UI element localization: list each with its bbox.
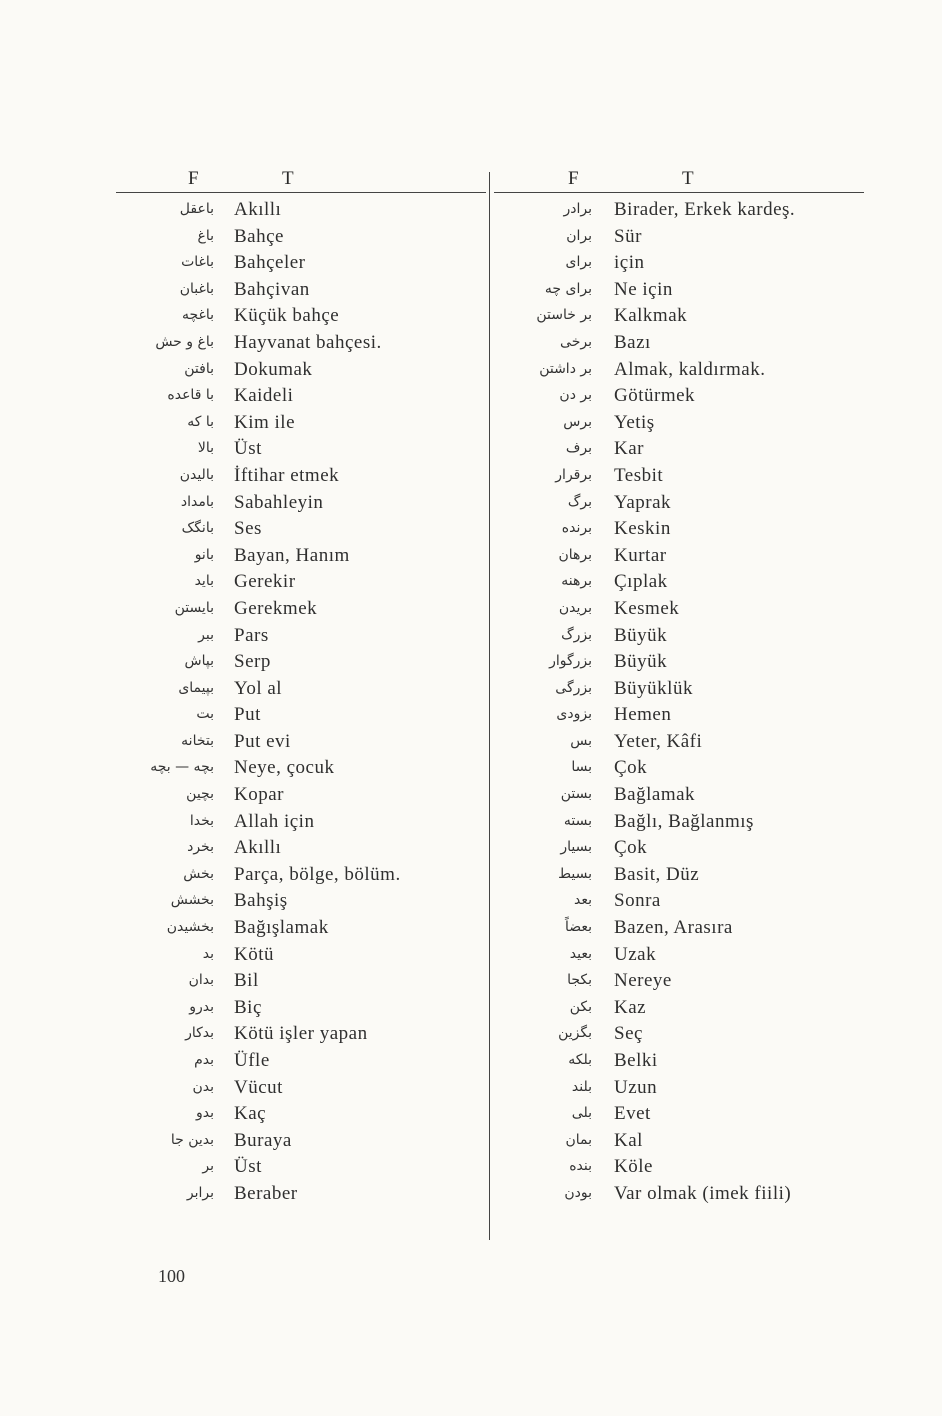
header-rule (494, 192, 864, 193)
persian-word: بلی (571, 1105, 592, 1122)
header-t: T (282, 168, 294, 189)
turkish-meaning: Hayvanat bahçesi. (234, 331, 382, 353)
dictionary-entry (494, 757, 864, 784)
dictionary-entry (494, 1077, 864, 1104)
persian-word: برقرار (555, 466, 592, 483)
persian-word: بالا (197, 440, 214, 457)
dictionary-entry (116, 864, 486, 891)
dictionary-entry (116, 252, 486, 279)
right-entries (494, 199, 864, 1210)
dictionary-entry (494, 651, 864, 678)
turkish-meaning: Yol al (234, 677, 283, 699)
turkish-meaning: Yeter, Kâfi (614, 730, 703, 752)
dictionary-entry (494, 385, 864, 412)
turkish-meaning: Neye, çocuk (234, 757, 335, 779)
turkish-meaning: Büyüklük (614, 677, 693, 699)
dictionary-entry (494, 305, 864, 332)
dictionary-entry (494, 332, 864, 359)
persian-word: بمان (565, 1131, 592, 1148)
turkish-meaning: Kar (614, 438, 644, 460)
persian-word: برابر (186, 1184, 214, 1201)
persian-word: بس (570, 732, 592, 749)
turkish-meaning: Bahşiş (234, 890, 288, 912)
persian-word: با قاعده (167, 387, 214, 404)
turkish-meaning: Yaprak (614, 491, 672, 513)
dictionary-entry (116, 438, 486, 465)
dictionary-entry (494, 1050, 864, 1077)
dictionary-entry (494, 1103, 864, 1130)
dictionary-entry (116, 678, 486, 705)
persian-word: بخش (183, 865, 214, 882)
persian-word: بانگک (181, 520, 214, 537)
dictionary-entry (494, 252, 864, 279)
turkish-meaning: Kaideli (234, 385, 294, 407)
persian-word: بستن (560, 786, 592, 803)
header-t: T (682, 168, 694, 189)
persian-word: بر داشتن (539, 360, 592, 377)
turkish-meaning: Gerekmek (234, 597, 318, 619)
persian-word: بر خاستن (536, 307, 592, 324)
turkish-meaning: Bahçivan (234, 278, 310, 300)
turkish-meaning: Bazen, Arasıra (614, 917, 733, 939)
persian-word: بزرگ (561, 626, 592, 643)
dictionary-entry (494, 545, 864, 572)
left-entries (116, 199, 486, 1210)
dictionary-entry (494, 279, 864, 306)
dictionary-entry (116, 1183, 486, 1210)
persian-word: بعد (574, 892, 592, 909)
persian-word: باغات (181, 254, 214, 271)
turkish-meaning: Bazı (614, 331, 651, 353)
persian-word: بر دن (559, 387, 592, 404)
dictionary-entry (494, 811, 864, 838)
dictionary-entry (116, 412, 486, 439)
persian-word: بعید (569, 945, 592, 962)
turkish-meaning: Birader, Erkek kardeş. (614, 199, 796, 220)
persian-word: برای (565, 254, 592, 271)
turkish-meaning: Biç (234, 996, 262, 1018)
turkish-meaning: Kim ile (234, 411, 296, 433)
dictionary-entry (116, 917, 486, 944)
turkish-meaning: Basit, Düz (614, 863, 700, 885)
persian-word: بلند (571, 1078, 592, 1095)
turkish-meaning: Beraber (234, 1182, 298, 1204)
turkish-meaning: Çok (614, 757, 648, 779)
persian-word: بایستن (174, 599, 214, 616)
persian-word: بلکه (568, 1052, 592, 1068)
dictionary-entry (116, 359, 486, 386)
turkish-meaning: Tesbit (614, 464, 664, 486)
turkish-meaning: Köle (614, 1156, 653, 1178)
dictionary-entry (116, 811, 486, 838)
turkish-meaning: Hemen (614, 704, 672, 726)
column-divider (489, 172, 490, 1240)
persian-word: بزرگی (555, 679, 592, 696)
dictionary-entry (494, 917, 864, 944)
dictionary-entry (494, 465, 864, 492)
dictionary-entry (116, 837, 486, 864)
persian-word: با که (187, 413, 214, 430)
persian-word: باغ و حش (155, 333, 214, 350)
turkish-meaning: Serp (234, 651, 271, 673)
turkish-meaning: Kurtar (614, 544, 667, 566)
turkish-meaning: Çok (614, 837, 648, 859)
column-header (494, 164, 864, 192)
dictionary-entry (494, 970, 864, 997)
turkish-meaning: Büyük (614, 624, 668, 646)
turkish-meaning: Buraya (234, 1129, 292, 1151)
persian-word: بپاش (184, 653, 214, 670)
header-rule (116, 192, 486, 193)
turkish-meaning: Keskin (614, 518, 671, 540)
dictionary-entry (494, 864, 864, 891)
turkish-meaning: İftihar etmek (234, 464, 340, 486)
dictionary-entry (494, 890, 864, 917)
persian-word: بد (202, 945, 214, 962)
persian-word: بکن (569, 998, 592, 1015)
turkish-meaning: Sabahleyin (234, 491, 324, 513)
persian-word: برهنه (561, 573, 592, 590)
persian-word: بدن (192, 1078, 214, 1095)
persian-word: بر (202, 1158, 214, 1175)
persian-word: بپیمای (178, 679, 214, 696)
persian-word: بدان (188, 972, 214, 989)
turkish-meaning: Kopar (234, 784, 284, 806)
persian-word: بت (196, 706, 214, 723)
turkish-meaning: Kal (614, 1129, 643, 1151)
turkish-meaning: Akıllı (234, 837, 282, 859)
persian-word: بکجا (567, 972, 592, 989)
left-column (116, 164, 486, 1210)
turkish-meaning: Küçük bahçe (234, 305, 340, 327)
dictionary-entry (116, 1130, 486, 1157)
persian-word: برادر (563, 201, 592, 217)
turkish-meaning: Belki (614, 1050, 658, 1071)
turkish-meaning: Kötü işler yapan (234, 1023, 368, 1045)
persian-word: بودن (564, 1184, 592, 1201)
header-f: F (188, 168, 199, 189)
turkish-meaning: Kalkmak (614, 305, 688, 327)
dictionary-entry (116, 757, 486, 784)
persian-word: باغ (197, 227, 214, 244)
dictionary-entry (494, 678, 864, 705)
persian-word: برای چه (544, 280, 592, 297)
persian-word: بگزین (558, 1025, 592, 1042)
persian-word: بافتن (184, 360, 214, 377)
persian-word: بنده (569, 1158, 592, 1175)
persian-word: برگ (567, 493, 592, 510)
dictionary-entry (494, 1156, 864, 1183)
dictionary-entry (116, 226, 486, 253)
persian-word: باید (194, 573, 214, 590)
persian-word: بالیدن (179, 466, 214, 483)
dictionary-entry (116, 731, 486, 758)
persian-word: بانو (194, 546, 214, 563)
dictionary-entry (494, 731, 864, 758)
persian-word: بسا (571, 759, 592, 776)
turkish-meaning: Üfle (234, 1050, 270, 1071)
dictionary-entry (116, 890, 486, 917)
turkish-meaning: Kaz (614, 996, 647, 1018)
persian-word: باعقل (179, 201, 214, 217)
dictionary-entry (116, 305, 486, 332)
header-f: F (568, 168, 579, 189)
dictionary-entry (116, 518, 486, 545)
turkish-meaning: için (614, 252, 645, 274)
turkish-meaning: Büyük (614, 651, 668, 673)
turkish-meaning: Put (234, 704, 261, 726)
turkish-meaning: Üst (234, 438, 262, 460)
turkish-meaning: Kaç (234, 1103, 267, 1125)
turkish-meaning: Uzun (614, 1076, 658, 1098)
persian-word: بچین (186, 786, 214, 803)
dictionary-entry (116, 1050, 486, 1077)
persian-word: برخی (560, 333, 592, 350)
persian-word: بخشش (170, 892, 214, 909)
dictionary-entry (116, 1077, 486, 1104)
persian-word: بخدا (189, 812, 214, 829)
dictionary-entry (116, 970, 486, 997)
dictionary-entry (116, 465, 486, 492)
dictionary-entry (116, 651, 486, 678)
dictionary-entry (494, 837, 864, 864)
dictionary-entry (494, 518, 864, 545)
turkish-meaning: Yetiş (614, 411, 655, 433)
persian-word: بدین جا (170, 1131, 214, 1148)
turkish-meaning: Put evi (234, 730, 291, 752)
turkish-meaning: Gerekir (234, 571, 296, 593)
persian-word: برس (563, 413, 592, 430)
dictionary-entry (494, 704, 864, 731)
dictionary-entry (494, 598, 864, 625)
persian-word: بخشیدن (166, 919, 214, 936)
turkish-meaning: Almak, kaldırmak. (614, 358, 766, 380)
dictionary-entry (494, 625, 864, 652)
dictionary-entry (116, 598, 486, 625)
turkish-meaning: Seç (614, 1023, 643, 1045)
dictionary-entry (494, 438, 864, 465)
persian-word: بسیار (560, 839, 592, 856)
turkish-meaning: Bahçe (234, 225, 284, 247)
turkish-meaning: Pars (234, 624, 269, 646)
persian-word: بسیط (558, 865, 592, 882)
persian-word: باغبان (179, 280, 214, 297)
turkish-meaning: Sonra (614, 890, 661, 912)
persian-word: بعضاً (564, 919, 592, 936)
turkish-meaning: Çıplak (614, 571, 668, 593)
turkish-meaning: Akıllı (234, 199, 282, 220)
dictionary-entry (116, 492, 486, 519)
dictionary-entry (494, 1023, 864, 1050)
turkish-meaning: Kötü (234, 943, 274, 965)
turkish-meaning: Sür (614, 225, 642, 247)
turkish-meaning: Ne için (614, 278, 673, 300)
turkish-meaning: Uzak (614, 943, 657, 965)
turkish-meaning: Bağlamak (614, 784, 696, 806)
column-header (116, 164, 486, 192)
persian-word: بدم (194, 1052, 214, 1068)
turkish-meaning: Bayan, Hanım (234, 544, 350, 566)
persian-word: برنده (561, 520, 592, 537)
persian-word: برف (565, 440, 592, 457)
turkish-meaning: Bahçeler (234, 252, 306, 274)
persian-word: بدکار (185, 1025, 214, 1042)
turkish-meaning: Parça, bölge, bölüm. (234, 863, 401, 885)
persian-word: باغچه (181, 307, 214, 324)
dictionary-entry (494, 226, 864, 253)
persian-word: بتخانه (181, 732, 214, 749)
persian-word: بران (566, 227, 592, 244)
turkish-meaning: Evet (614, 1103, 651, 1125)
turkish-meaning: Bağlı, Bağlanmış (614, 810, 754, 832)
turkish-meaning: Bil (234, 970, 259, 992)
persian-word: بدرو (189, 998, 214, 1015)
dictionary-entry (494, 784, 864, 811)
dictionary-entry (116, 1023, 486, 1050)
turkish-meaning: Götürmek (614, 385, 696, 407)
dictionary-entry (116, 944, 486, 971)
persian-word: بدو (195, 1105, 214, 1122)
turkish-meaning: Nereye (614, 970, 672, 992)
dictionary-entry (116, 545, 486, 572)
dictionary-entry (494, 199, 864, 226)
turkish-meaning: Dokumak (234, 358, 313, 380)
dictionary-entry (494, 412, 864, 439)
persian-word: ببر (198, 626, 214, 643)
dictionary-entry (116, 1103, 486, 1130)
dictionary-entry (116, 997, 486, 1024)
persian-word: بریدن (558, 599, 592, 616)
dictionary-entry (116, 279, 486, 306)
dictionary-entry (116, 1156, 486, 1183)
turkish-meaning: Var olmak (imek fiili) (614, 1182, 792, 1204)
persian-word: برهان (558, 546, 592, 563)
dictionary-entry (494, 492, 864, 519)
dictionary-entry (116, 784, 486, 811)
turkish-meaning: Vücut (234, 1076, 283, 1098)
page-number: 100 (158, 1266, 185, 1286)
turkish-meaning: Üst (234, 1156, 262, 1178)
dictionary-entry (494, 1130, 864, 1157)
dictionary-entry (116, 332, 486, 359)
persian-word: بزودی (556, 706, 592, 723)
turkish-meaning: Bağışlamak (234, 917, 329, 939)
dictionary-entry (494, 997, 864, 1024)
dictionary-entry (116, 704, 486, 731)
turkish-meaning: Ses (234, 518, 262, 540)
dictionary-entry (494, 944, 864, 971)
turkish-meaning: Kesmek (614, 597, 680, 619)
dictionary-entry (494, 1183, 864, 1210)
turkish-meaning: Allah için (234, 810, 315, 832)
persian-word: بسته (563, 812, 592, 829)
dictionary-entry (116, 385, 486, 412)
right-column (494, 164, 864, 1210)
dictionary-entry (116, 571, 486, 598)
dictionary-entry (494, 571, 864, 598)
persian-word: بزرگوار (549, 653, 592, 670)
persian-word: بچه — بچه (150, 759, 214, 776)
dictionary-entry (116, 199, 486, 226)
persian-word: بخرد (187, 839, 214, 856)
dictionary-entry (494, 359, 864, 386)
persian-word: بامداد (180, 493, 214, 510)
dictionary-entry (116, 625, 486, 652)
